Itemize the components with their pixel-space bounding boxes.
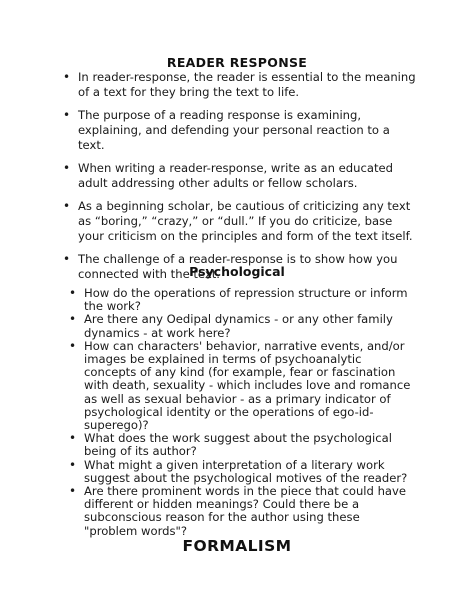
list-item bbox=[0, 485, 414, 538]
psychological-list bbox=[0, 287, 474, 538]
bullet-icon: • bbox=[69, 338, 77, 353]
reader-response-heading: READER RESPONSE bbox=[166, 55, 308, 70]
bullet-icon: • bbox=[63, 108, 71, 122]
list-item bbox=[0, 459, 414, 485]
list-item-text: As a beginning scholar, be cautious of criticizing any text as “boring,” “crazy,” or “dull.” If you do criticize, base your criticism on the principles and form of the text itself. bbox=[78, 199, 413, 243]
list-item-text: What might a given interpretation of a literary work suggest about the psychological motives of the reader? bbox=[84, 457, 408, 485]
bullet-icon: • bbox=[69, 484, 77, 499]
list-item bbox=[0, 313, 414, 339]
list-item bbox=[0, 199, 418, 244]
bullet-icon: • bbox=[69, 286, 77, 300]
list-item-text: In reader-response, the reader is essential to the meaning of a text for they bring the text to life. bbox=[78, 70, 416, 99]
bullet-icon: • bbox=[63, 70, 71, 84]
bullet-icon: • bbox=[69, 431, 77, 446]
list-item-text: How do the operations of repression structure or inform the work? bbox=[84, 286, 408, 314]
psychological-heading: Psychological bbox=[189, 264, 285, 279]
list-item bbox=[0, 161, 418, 191]
list-item bbox=[0, 70, 418, 100]
list-item-text: Are there any Oedipal dynamics - or any other family dynamics - at work here? bbox=[84, 312, 393, 340]
list-item-text: How can characters' behavior, narrative events, and/or images be explained in terms of psychoanalytic concepts of any kind (for example, fear or fascination with death, sexuality - which includes love and romance as well as sexual behavior - as a primary indicator of psychological identity or the operations of ego-id-superego)? bbox=[84, 338, 411, 433]
list-item-text: What does the work suggest about the psychological being of its author? bbox=[84, 431, 392, 459]
list-item bbox=[0, 287, 414, 313]
list-item bbox=[0, 432, 414, 458]
list-item-text: Are there prominent words in the piece that could have different or hidden meanings? Could there be a subconscious reason for the author using these "problem words"? bbox=[84, 484, 407, 538]
list-item bbox=[0, 340, 414, 432]
bullet-icon: • bbox=[63, 252, 71, 266]
list-item-text: The challenge of a reader-response is to show how you connected with the text. bbox=[78, 252, 398, 281]
list-item-text: When writing a reader-response, write as an educated adult addressing other adults or fellow scholars. bbox=[78, 161, 394, 190]
bullet-icon: • bbox=[63, 199, 71, 213]
formalism-heading: FORMALISM bbox=[182, 537, 292, 555]
bullet-icon: • bbox=[69, 312, 77, 327]
bullet-icon: • bbox=[69, 457, 77, 472]
reader-response-list bbox=[0, 70, 474, 290]
bullet-icon: • bbox=[63, 161, 71, 175]
list-item-text: The purpose of a reading response is examining, explaining, and defending your personal reaction to a text. bbox=[78, 108, 390, 152]
list-item bbox=[0, 108, 418, 153]
